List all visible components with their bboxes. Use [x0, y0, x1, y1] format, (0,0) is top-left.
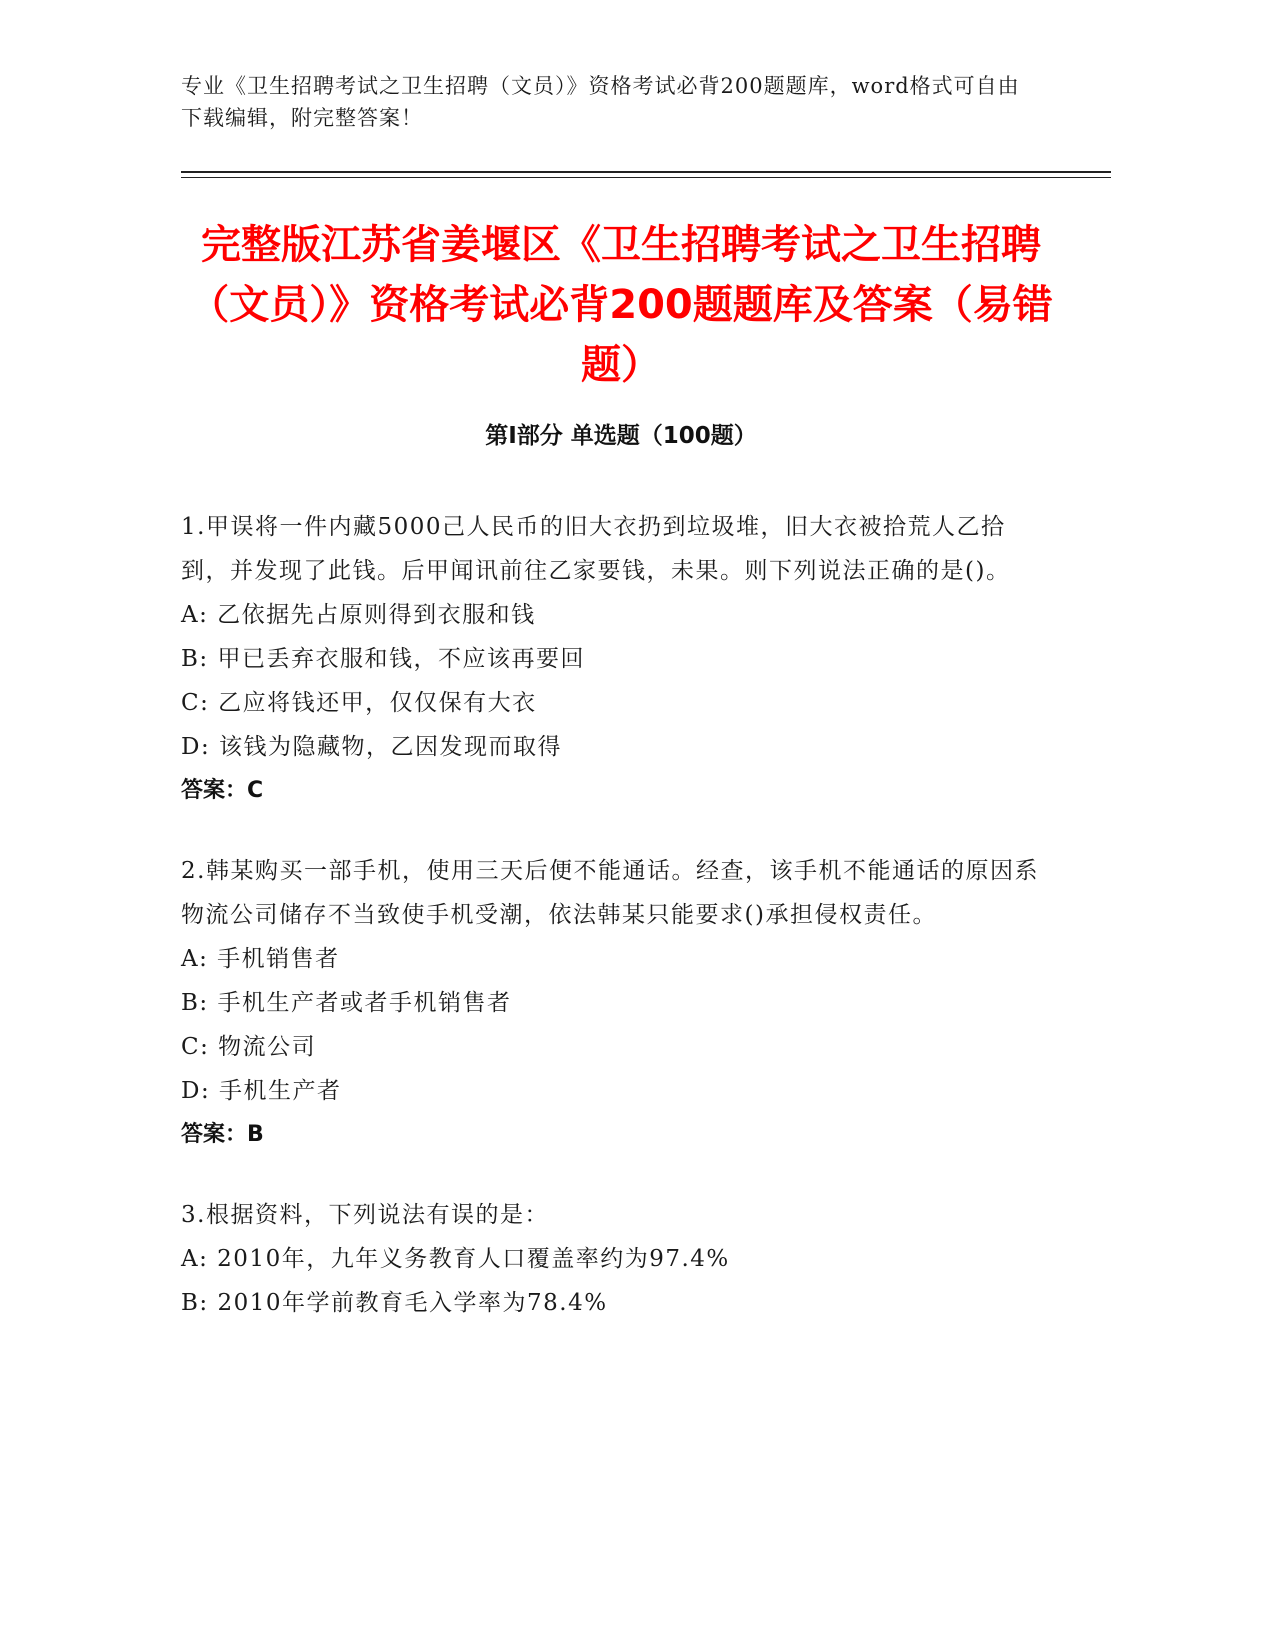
document-title: 完整版江苏省姜堰区《卫生招聘考试之卫生招聘（文员）》资格考试必背200题题库及答案（易错题） [189, 222, 1053, 388]
question-answer: 答案：B [181, 1122, 264, 1147]
question-stem: 1.甲误将一件内藏5000己人民币的旧大衣扔到垃圾堆，旧大衣被拾荒人乙拾到，并发现了此钱。后甲闻讯前往乙家要钱，未果。则下列说法正确的是()。 [181, 514, 1011, 584]
header-divider-thin [181, 177, 1111, 178]
question-1 [181, 505, 1041, 813]
section-title: 第Ⅰ部分 单选题（100题） [485, 423, 757, 449]
question-answer: 答案：C [181, 778, 264, 803]
option-b: B: 甲已丢弃衣服和钱，不应该再要回 [181, 646, 585, 672]
question-stem: 3.根据资料，下列说法有误的是： [181, 1202, 549, 1228]
question-list [181, 505, 1041, 1361]
option-d: D: 该钱为隐藏物，乙因发现而取得 [181, 734, 563, 760]
option-c: C: 乙应将钱还甲，仅仅保有大衣 [181, 690, 537, 716]
option-a: A: 乙依据先占原则得到衣服和钱 [181, 602, 536, 628]
option-b: B: 手机生产者或者手机销售者 [181, 990, 512, 1016]
option-a: A: 手机销售者 [181, 946, 340, 972]
option-b: B: 2010年学前教育毛入学率为78.4% [181, 1290, 608, 1316]
header-note: 专业《卫生招聘考试之卫生招聘（文员）》资格考试必背200题题库，word格式可自由下载编辑，附完整答案！ [181, 74, 1020, 130]
question-stem: 2.韩某购买一部手机，使用三天后便不能通话。经查，该手机不能通话的原因系物流公司储存不当致使手机受潮，依法韩某只能要求()承担侵权责任。 [181, 858, 1039, 928]
option-c: C: 物流公司 [181, 1034, 317, 1060]
option-d: D: 手机生产者 [181, 1078, 342, 1104]
header-divider-thick [181, 171, 1111, 173]
question-3 [181, 1193, 1041, 1325]
question-2 [181, 849, 1041, 1157]
option-a: A: 2010年，九年义务教育人口覆盖率约为97.4% [181, 1246, 730, 1272]
